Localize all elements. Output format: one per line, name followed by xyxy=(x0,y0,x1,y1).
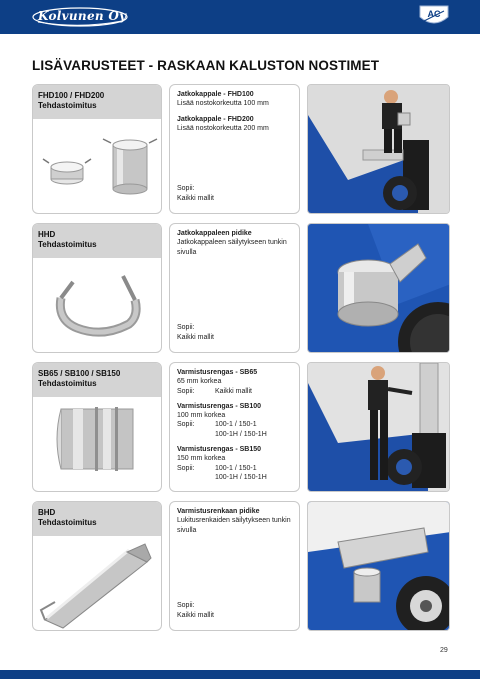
product-card xyxy=(32,84,162,214)
product-row xyxy=(32,362,450,492)
accessory-title: Varmistusrengas - SB65 xyxy=(177,369,258,376)
product-row xyxy=(32,223,450,353)
fits-value: Kaikki mallit xyxy=(215,387,252,395)
accessory-title: Jatkokappale - FHD200 xyxy=(177,115,254,123)
fits-value: Kaikki mallit xyxy=(177,611,214,619)
accessory-desc: Lisää nostokorkeutta 200 mm xyxy=(177,124,269,132)
partner-logo: AC xyxy=(418,5,450,29)
product-row xyxy=(32,84,450,214)
page-number: 29 xyxy=(440,647,448,654)
fits-value: 100-1H / 150-1H xyxy=(215,473,267,481)
accessory-title: Jatkokappaleen pidike xyxy=(177,230,252,237)
page-title: LISÄVARUSTEET - RASKAAN KALUSTON NOSTIMET xyxy=(32,58,380,73)
accessory-title: Varmistusrenkaan pidike xyxy=(177,508,260,515)
header-bar xyxy=(0,0,480,34)
mechanic-with-jack-photo xyxy=(307,84,450,214)
fits-label: Sopii: xyxy=(177,602,195,610)
extension-cylinders-icon xyxy=(33,119,162,214)
fits-info xyxy=(177,184,214,203)
holder-bracket-icon xyxy=(33,258,162,353)
fits-label: Sopii: xyxy=(177,421,195,429)
fits-info xyxy=(177,323,214,342)
fits-value: 100-1 / 150-1 xyxy=(215,464,257,472)
model-code: SB65 / SB100 / SB150 xyxy=(38,369,121,378)
accessory-desc: Jatkokappaleen säilytykseen tunkin sivulla xyxy=(177,239,287,256)
delivery-label: Tehdastoimitus xyxy=(38,379,97,388)
product-header xyxy=(33,363,161,397)
fits-info xyxy=(177,601,214,620)
product-card xyxy=(32,501,162,631)
fits-value: 100-1 / 150-1 xyxy=(215,421,257,429)
mechanic-fitting-ring-photo xyxy=(307,362,450,492)
product-card xyxy=(32,223,162,353)
ring-holder-closeup-photo xyxy=(307,501,450,631)
fits-value: Kaikki mallit xyxy=(177,333,214,341)
fits-label: Sopii: xyxy=(177,464,195,472)
delivery-label: Tehdastoimitus xyxy=(38,518,97,527)
model-code: FHD100 / FHD200 xyxy=(38,91,105,100)
model-code: HHD xyxy=(38,230,56,239)
product-header xyxy=(33,85,161,119)
accessory-title: Jatkokappale - FHD100 xyxy=(177,91,254,98)
product-description xyxy=(169,84,300,214)
delivery-label: Tehdastoimitus xyxy=(38,240,97,249)
safety-rings-icon xyxy=(33,397,162,492)
product-card xyxy=(32,362,162,492)
delivery-label: Tehdastoimitus xyxy=(38,101,97,110)
product-header xyxy=(33,502,161,536)
product-description xyxy=(169,501,300,631)
ring-holder-tray-icon xyxy=(33,536,162,631)
model-code: BHD xyxy=(38,508,56,517)
accessory-desc: Lisää nostokorkeutta 100 mm xyxy=(177,100,269,108)
accessory-desc: 65 mm korkea xyxy=(177,378,222,386)
accessory-title: Varmistusrengas - SB100 xyxy=(177,402,262,410)
accessory-desc: Lukitusrenkaiden säilytykseen tunkin sivulla xyxy=(177,517,291,534)
brand-logo: Kolvunen Oy xyxy=(32,7,128,27)
footer-bar xyxy=(0,670,480,679)
fits-label: Sopii: xyxy=(177,185,195,193)
product-header xyxy=(33,224,161,258)
fits-label: Sopii: xyxy=(177,387,195,395)
fits-label: Sopii: xyxy=(177,324,195,332)
product-row xyxy=(32,501,450,631)
product-description xyxy=(169,223,300,353)
accessory-desc: 100 mm korkea xyxy=(177,412,226,420)
product-description xyxy=(169,362,300,492)
holder-closeup-photo xyxy=(307,223,450,353)
fits-value: Kaikki mallit xyxy=(177,194,214,202)
accessory-desc: 150 mm korkea xyxy=(177,455,226,463)
fits-value: 100-1H / 150-1H xyxy=(215,430,267,438)
accessory-title: Varmistusrengas - SB150 xyxy=(177,446,262,454)
